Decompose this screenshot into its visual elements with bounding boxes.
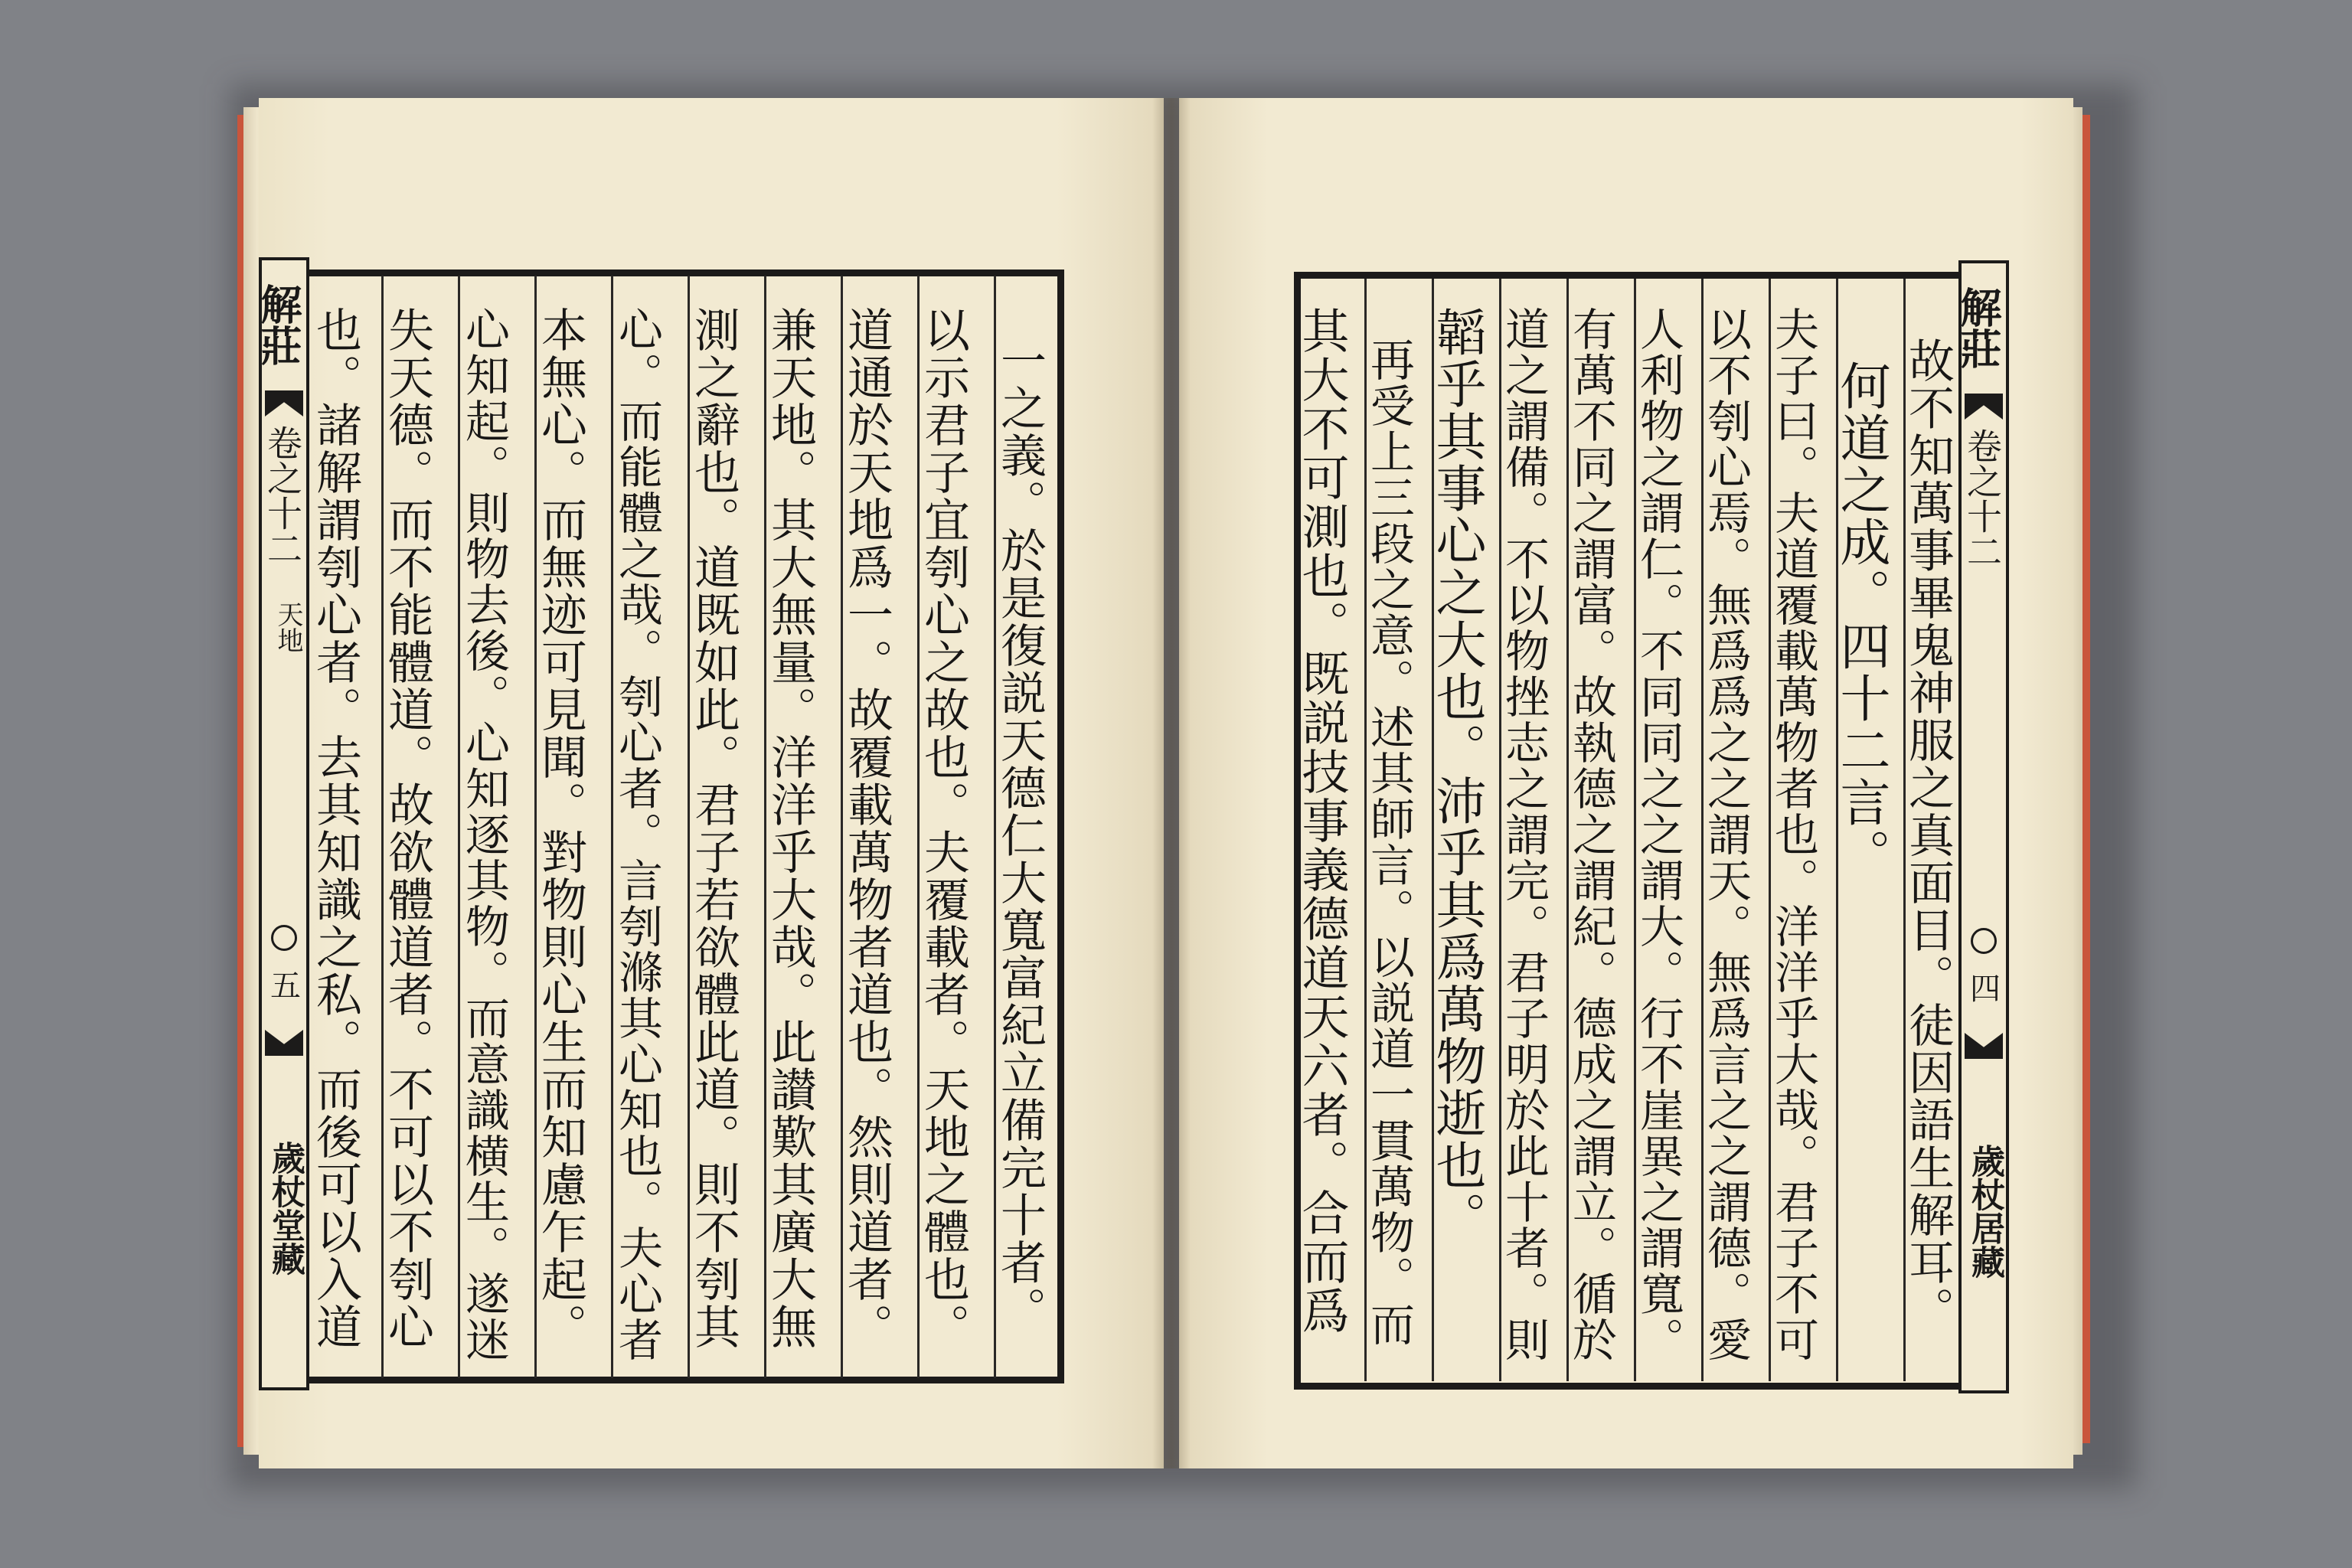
text-column: 夫子曰。夫道覆載萬物者也。洋洋乎大哉。君子不可 [1767, 306, 1819, 1363]
fish-tail-ornament-lower [1965, 1033, 2003, 1059]
text-column: 失天德。而不能體道。故欲體道者。不可以不刳心 [381, 306, 434, 1351]
banner-page-number: 四 [1970, 972, 2001, 1007]
banner-publisher: 歲杖堂藏 [266, 1141, 305, 1276]
banner-title: 解莊 [1954, 286, 2003, 369]
fish-circle-ornament [1971, 928, 1997, 954]
banner-page-number: 五 [270, 969, 301, 1004]
text-column: 韜乎其事心之大也。沛乎其爲萬物逝也。 [1427, 306, 1486, 1243]
text-column: 道之謂備。不以物挫志之謂完。君子明於此十者。則 [1498, 306, 1550, 1363]
text-column: 一之義。於是復説天德仁大寬富紀立備完十者。 [993, 337, 1047, 1334]
banner-section: 天地 [273, 601, 303, 653]
text-column: 也。諸解謂刳心者。去其知識之私。而後可以入道 [309, 306, 362, 1351]
text-column: 本無心。而無迹可見聞。對物則心生而知慮乍起。 [534, 306, 587, 1351]
left-banner [254, 257, 309, 1390]
fish-circle-ornament [271, 925, 297, 951]
text-column: 其大不可測也。既説技事義德道天六者。合而爲 [1294, 306, 1350, 1335]
text-column: 故不知萬事畢鬼神服之真面目。徒因語生解耳。 [1901, 337, 1955, 1334]
text-column: 人利物之謂仁。不同同之之謂大。行不崖異之謂寬。 [1632, 306, 1684, 1363]
text-column: 以不刳心焉。無爲爲之之謂天。無爲言之之謂德。愛 [1700, 306, 1752, 1363]
text-column: 心知起。則物去後。心知逐其物。而意識横生。遂迷 [458, 306, 510, 1363]
right-banner [1954, 260, 2009, 1393]
fish-tail-ornament-lower [265, 1030, 303, 1056]
text-column: 何道之成。四十二言。 [1831, 360, 1890, 880]
fish-tail-ornament [1965, 394, 2003, 420]
fish-tail-ornament [265, 390, 303, 416]
text-column: 再受上三段之意。述其師言。以説道一貫萬物。而 [1363, 337, 1415, 1348]
text-column: 道通於天地爲一。故覆載萬物者道也。然則道者。 [840, 306, 893, 1351]
banner-volume: 卷之十二 [1962, 428, 2003, 569]
banner-publisher: 歲杖居藏 [1965, 1144, 2004, 1279]
text-column: 測之辭也。道既如此。君子若欲體此道。則不刳其 [687, 306, 740, 1351]
book-gutter [1152, 98, 1191, 1468]
banner-volume: 卷之十二 [262, 425, 303, 566]
text-column: 以示君子宜刳心之故也。夫覆載者。天地之體也。 [916, 306, 970, 1351]
banner-title: 解莊 [254, 283, 303, 366]
text-column: 心。而能體之哉。刳心者。言刳滌其心知也。夫心者 [611, 306, 663, 1363]
text-column: 兼天地。其大無量。洋洋乎大哉。此讃歎其廣大無 [763, 306, 817, 1351]
text-column: 有萬不同之謂富。故執德之謂紀。德成之謂立。循於 [1565, 306, 1617, 1363]
